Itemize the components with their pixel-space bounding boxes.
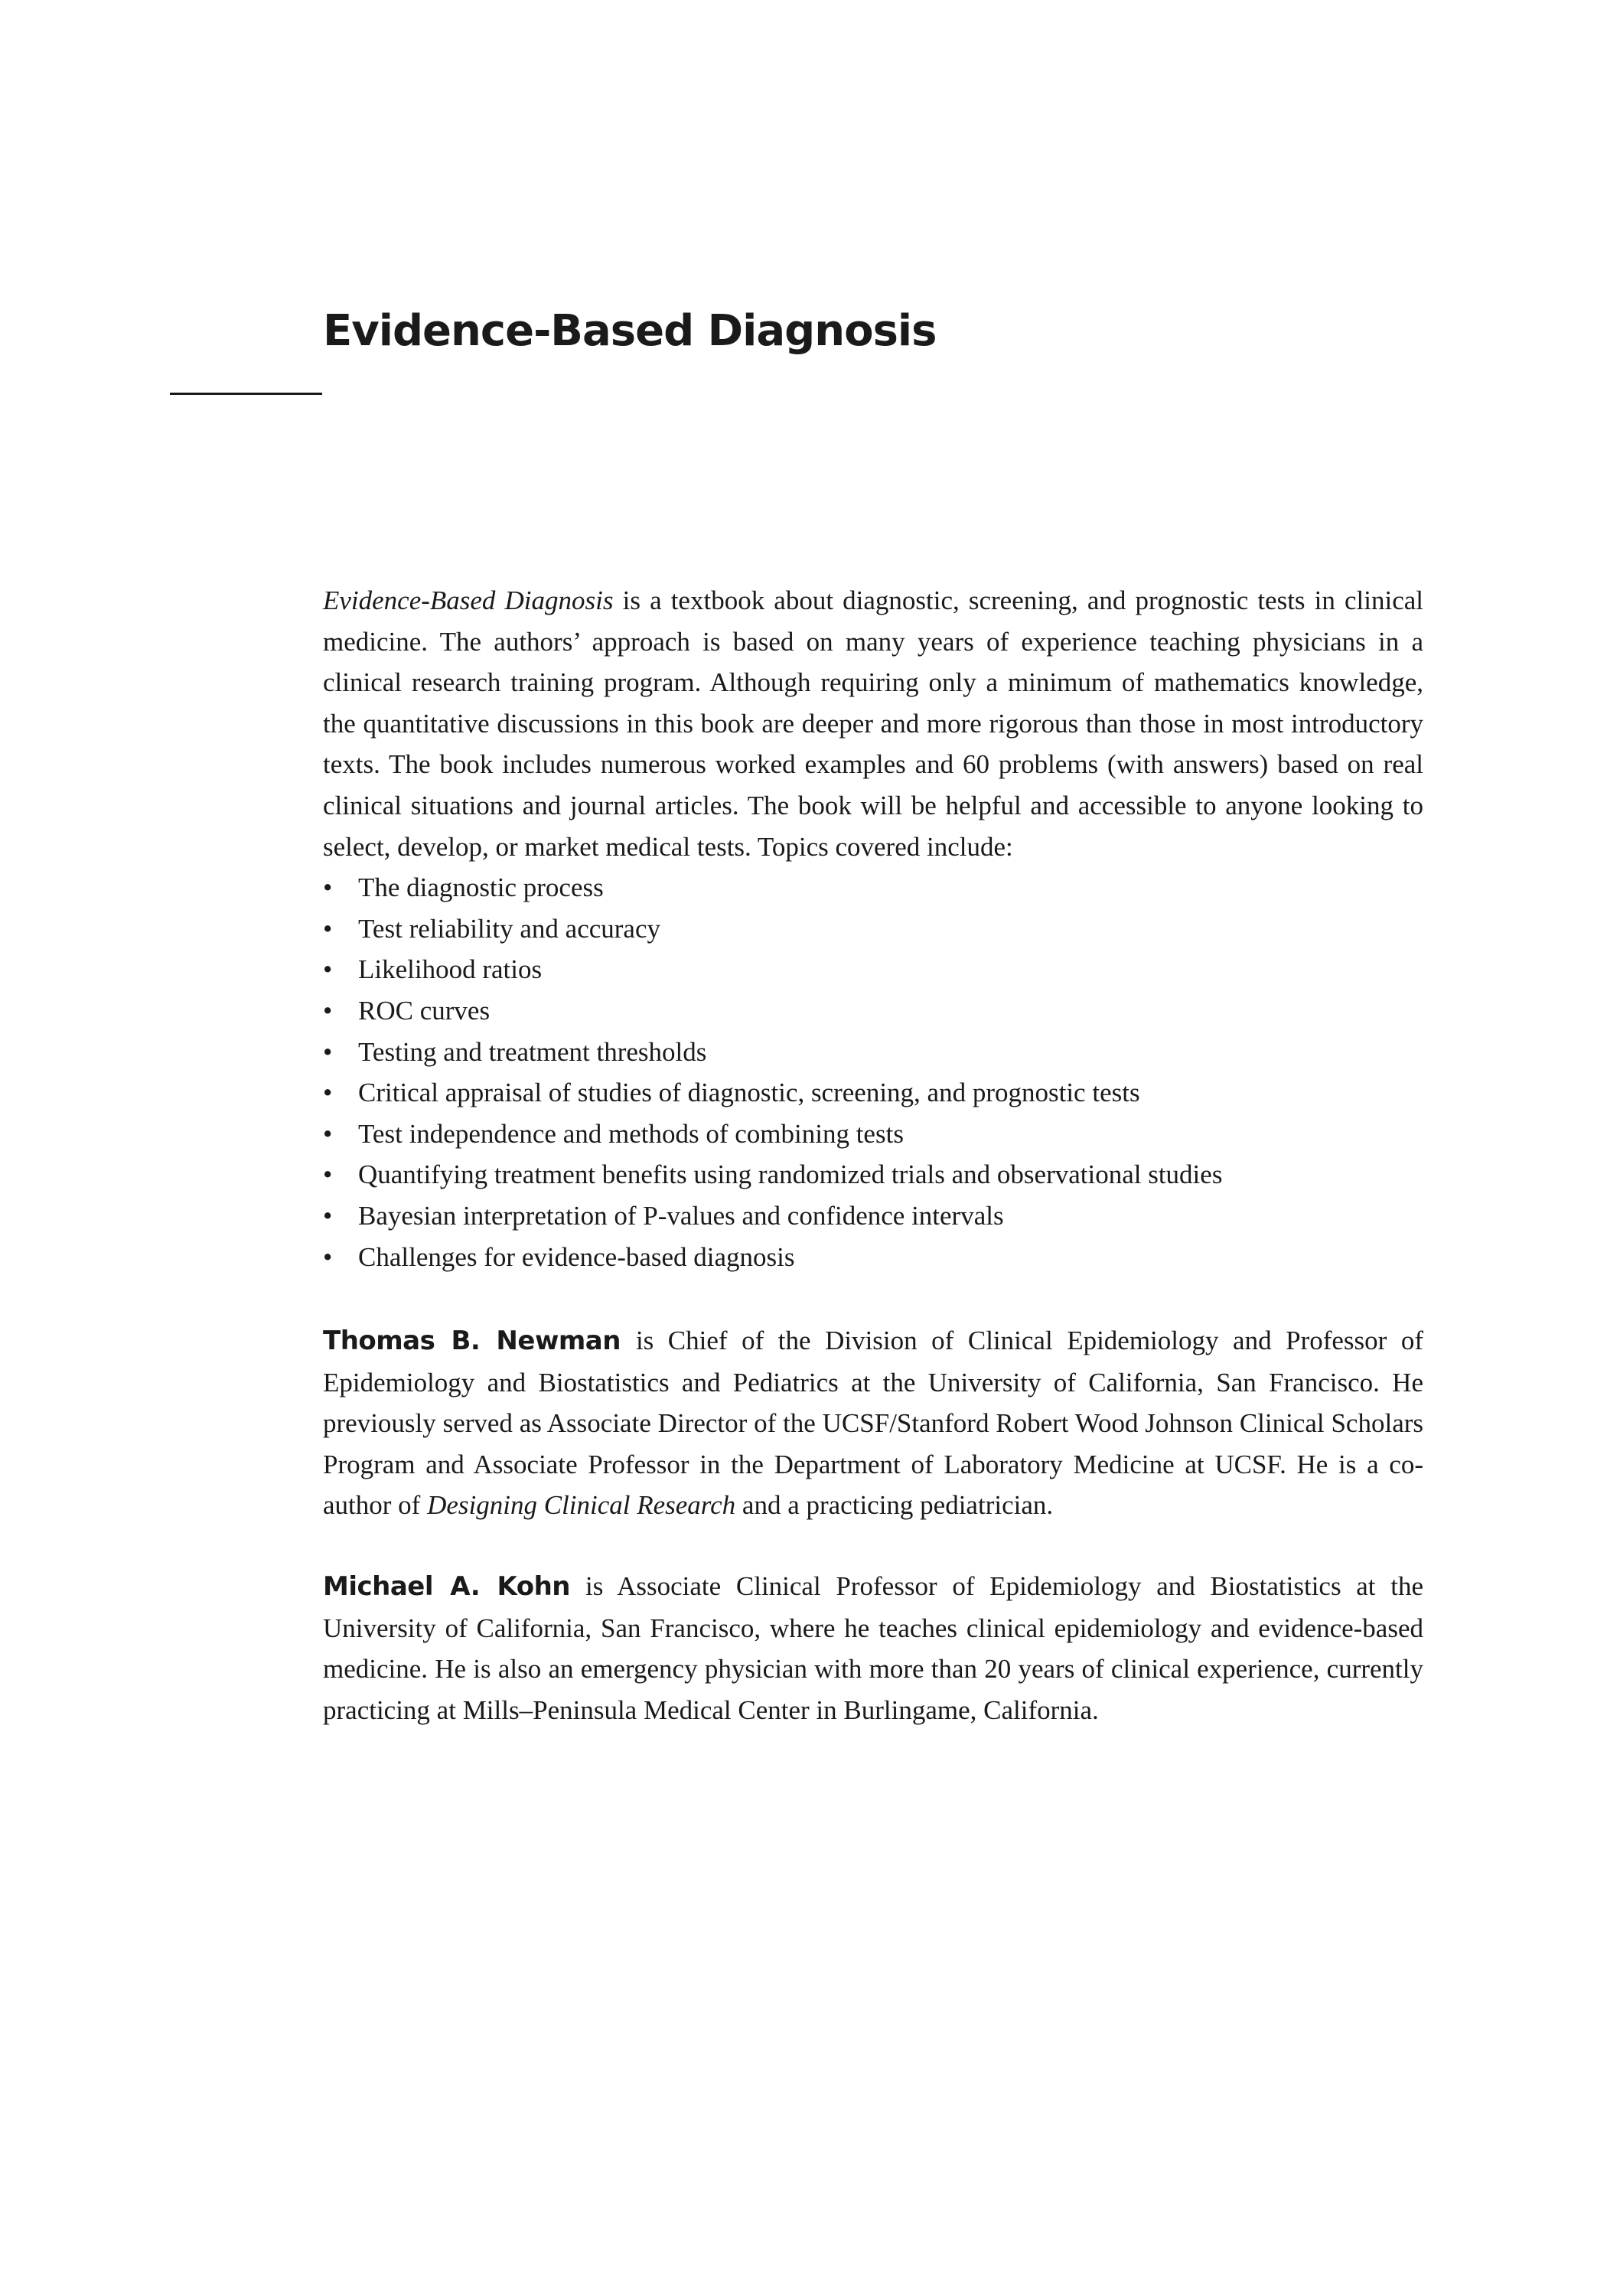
topic-item: • Bayesian interpretation of P-values and confidence intervals <box>323 1195 1423 1237</box>
topic-item: • Likelihood ratios <box>323 949 1423 990</box>
topic-item: • Critical appraisal of studies of diagnostic, screening, and prognostic tests <box>323 1072 1423 1114</box>
kohn-text: is Associate Clinical Professor of Epidemiology and Biostatistics at the University of California, San Francisco, where he teaches clinical epidemiology and evidence-based medicine. He is also an emergency physician with more than 20 years of clinical experience, currently practicing at Mills–Peninsula Medical Center in Burlingame, California. <box>323 1571 1424 1725</box>
page-title: Evidence-Based Diagnosis <box>323 306 937 356</box>
kohn-paragraph <box>323 1566 1423 1730</box>
topic-item: • Test independence and methods of combining tests <box>323 1114 1423 1155</box>
topic-item: • The diagnostic process <box>323 867 1423 908</box>
intro-text: is a textbook about diagnostic, screening, and prognostic tests in clinical medicine. The authors’ approach is based on many years of experience teaching physicians in a clinical research training program. Although requiring only a minimum of mathematics knowledge, the quantitative discussions in this book are deeper and more rigorous than those in most introductory texts. The book includes numerous worked examples and 60 problems (with answers) based on real clinical situations and journal articles. The book will be helpful and accessible to anyone looking to select, develop, or market medical tests. Topics covered include: <box>323 585 1423 862</box>
author-bio-newman <box>323 1320 1423 1526</box>
topic-item: • Challenges for evidence-based diagnosis <box>323 1237 1423 1278</box>
intro-section <box>323 580 1423 1277</box>
topic-item: • Quantifying treatment benefits using randomized trials and observational studies <box>323 1154 1423 1195</box>
topic-item: • Test reliability and accuracy <box>323 908 1423 950</box>
intro-book-title: Evidence-Based Diagnosis <box>323 585 614 615</box>
author-name-newman: Thomas B. Newman <box>323 1326 621 1356</box>
newman-book-title: Designing Clinical Research <box>427 1490 736 1521</box>
newman-text-before: is Chief of the Division of Clinical Epidemiology and Professor of Epidemiology and Biostatistics and Pediatrics at the University of California, San Francisco. He previously served as Associate Director of the UCSF/Stanford Robert Wood Johnson Clinical Scholars Program and Associate Professor in the Department of Laboratory Medicine at UCSF. He is a co-author of <box>323 1326 1423 1521</box>
author-name-kohn: Michael A. Kohn <box>323 1571 570 1602</box>
topic-item: • ROC curves <box>323 990 1423 1032</box>
intro-paragraph <box>323 580 1423 867</box>
newman-text-after: and a practicing pediatrician. <box>735 1490 1054 1521</box>
author-bio-kohn <box>323 1566 1423 1730</box>
title-rule <box>170 393 322 395</box>
topic-list <box>323 867 1423 1277</box>
newman-paragraph <box>323 1320 1423 1526</box>
topic-item: • Testing and treatment thresholds <box>323 1032 1423 1073</box>
